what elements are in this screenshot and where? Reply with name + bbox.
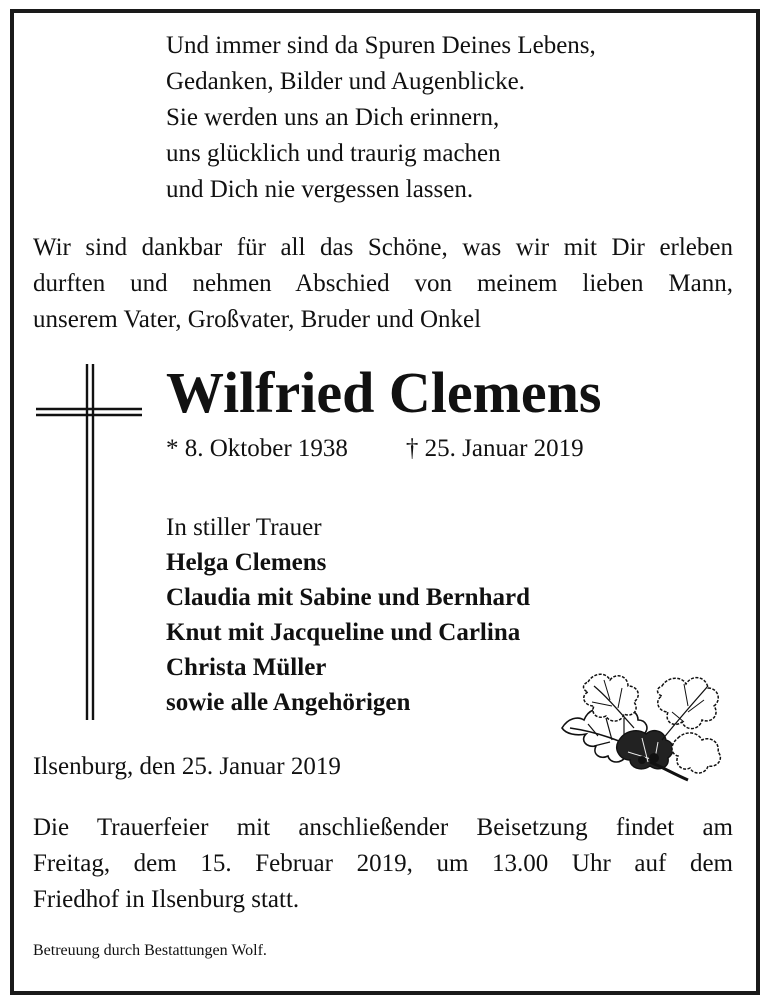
ceremony-line: Die Trauerfeier mit anschließender Beisetzung findet am xyxy=(33,814,733,841)
mourner-name: Claudia mit Sabine und Bernhard xyxy=(166,584,530,611)
birth-date: * 8. Oktober 1938 xyxy=(166,435,348,462)
cross-icon xyxy=(36,364,142,720)
poem-line: Und immer sind da Spuren Deines Lebens, xyxy=(166,32,596,59)
intro-line: Wir sind dankbar für all das Schöne, was wir mit Dir erleben xyxy=(33,234,733,261)
mourner-name: Helga Clemens xyxy=(166,549,327,576)
ceremony-line: Friedhof in Ilsenburg statt. xyxy=(33,886,300,913)
poem xyxy=(166,28,596,208)
intro-text xyxy=(33,230,733,338)
oak-leaf-icon xyxy=(558,662,724,784)
intro-line: unserem Vater, Großvater, Bruder und Onkel xyxy=(33,306,482,333)
intro-line: durften und nehmen Abschied von meinem lieben Mann, xyxy=(33,270,733,297)
mourners-heading: In stiller Trauer xyxy=(166,514,322,541)
life-dates xyxy=(166,432,584,466)
ceremony-text xyxy=(33,810,733,918)
mourners xyxy=(166,510,530,720)
mourner-name: Christa Müller xyxy=(166,654,327,681)
deceased-name: Wilfried Clemens xyxy=(166,360,602,425)
place-date: Ilsenburg, den 25. Januar 2019 xyxy=(33,753,341,780)
poem-line: Gedanken, Bilder und Augenblicke. xyxy=(166,68,525,95)
ceremony-line: Freitag, dem 15. Februar 2019, um 13.00 Uhr auf dem xyxy=(33,850,733,877)
mourner-name: Knut mit Jacqueline und Carlina xyxy=(166,619,521,646)
death-date: † 25. Januar 2019 xyxy=(405,435,584,462)
poem-line: uns glücklich und traurig machen xyxy=(166,140,501,167)
footer-note: Betreuung durch Bestattungen Wolf. xyxy=(33,942,267,959)
poem-line: und Dich nie vergessen lassen. xyxy=(166,176,474,203)
mourner-name: sowie alle Angehörigen xyxy=(166,689,411,716)
poem-line: Sie werden uns an Dich erinnern, xyxy=(166,104,500,131)
